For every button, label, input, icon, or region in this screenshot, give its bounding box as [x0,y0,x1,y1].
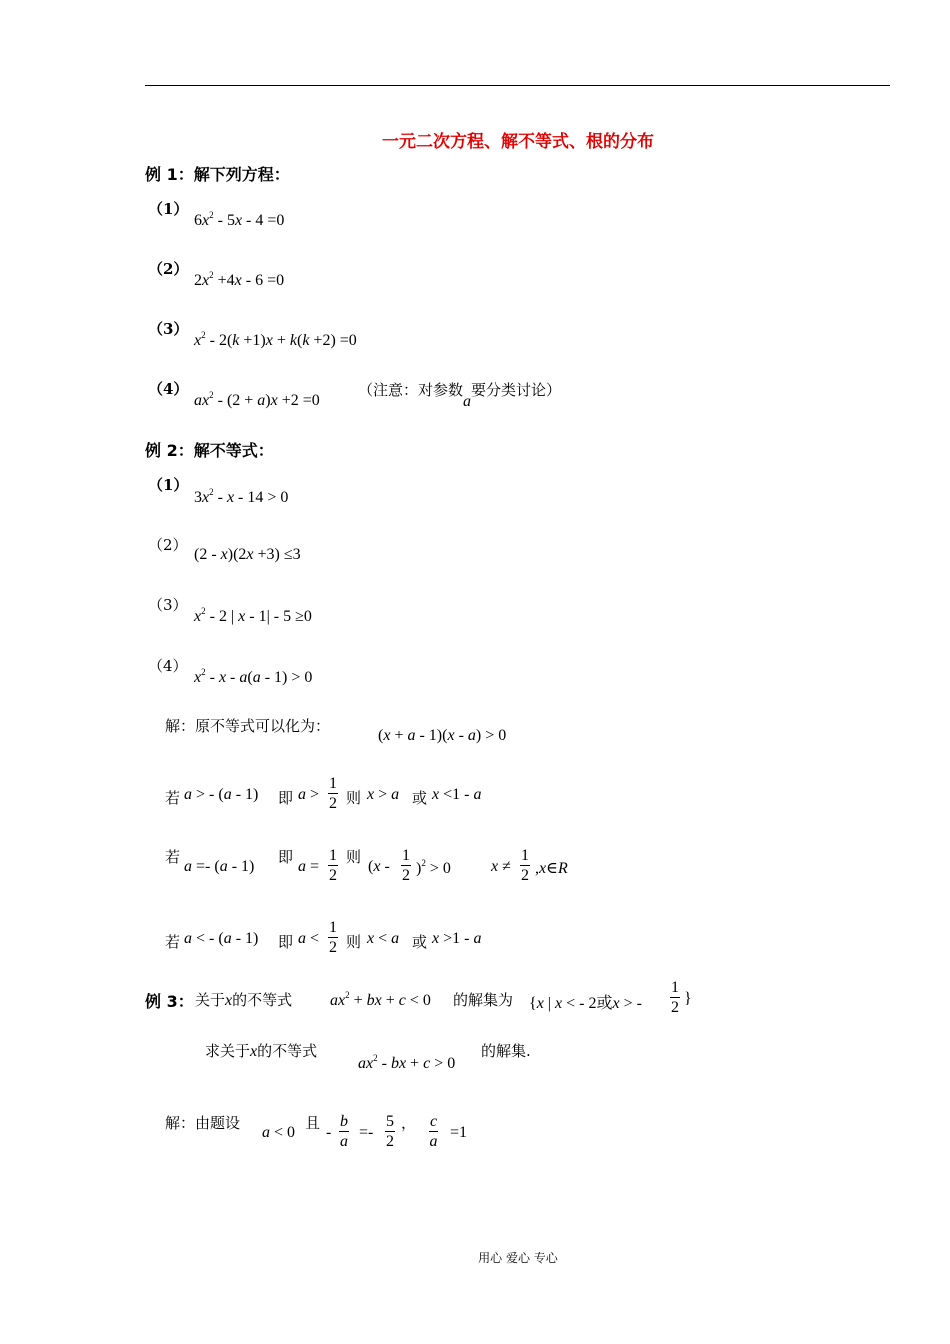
ex2-solution-factored: (x + a - 1)(x - a) > 0 [378,727,507,744]
ex2-solution-intro: 解：原不等式可以化为： [165,717,331,735]
case-2-result-tail: ,x∈R [535,860,568,877]
ex1-item-4-equation: $ax^2 - (2 + a)x +2 =0$ [194,390,320,409]
ex3-set-close: } [684,990,692,1007]
case-3-ji-expr: a < [298,930,320,947]
ex3-fraction-b-a: $\frac{b}{a}$ [340,1113,348,1150]
ex3-line1-text-a: 关于x的不等式 [195,991,293,1009]
case-1-result-2: x <1 - a [432,786,482,803]
ex1-item-3-number: （3） [148,320,189,338]
example-2-label: 例 2：解不等式： [145,441,274,460]
ex3-solution-minus: - [326,1124,332,1141]
case-2-expr-a: (x - [368,858,390,875]
ex3-solution-comma: ， [401,1114,417,1132]
case-3-ruo: 若 [165,933,181,951]
ex2-item-4-number: （4） [148,657,188,675]
ex3-fraction-5-2: $\frac{5}{2}$ [386,1113,394,1150]
header-rule [145,85,890,86]
case-3-condition: a < - (a - 1) [184,930,259,947]
ex1-item-4-note: （注意：对参数a要分类讨论） [358,381,562,410]
case-1-condition: a > - (a - 1) [184,786,259,803]
page-title: 一元二次方程、解不等式、根的分布 [382,132,654,152]
case-2-fraction-2: $\frac{1}{2}$ [402,847,410,884]
case-1-ruo: 若 [165,789,181,807]
case-1-fraction: $\frac{1}{2}$ [329,775,337,812]
ex3-solution-qie: 且 [305,1114,321,1132]
ex3-line2-inequality: $ax^2$ - bx + c > 0 [358,1053,456,1072]
case-2-result: x ≠ [491,858,511,875]
example-1-label: 例 1：解下列方程： [145,165,290,184]
case-3-result-1: x < a [367,930,400,947]
footer-slogan: 用心 爱心 专心 [478,1251,558,1265]
ex3-line2-text-c: 的解集. [481,1042,531,1060]
case-2-fraction-3: $\frac{1}{2}$ [521,847,529,884]
case-2-expr-b: )$^2$ > 0 [416,858,451,877]
case-1-huo: 或 [412,789,428,807]
ex1-item-2-number: （2） [148,260,189,278]
case-3-huo: 或 [412,933,428,951]
ex1-item-2-equation: $2x^2 +4x - 6 =0$ [194,270,285,289]
case-3-ji: 即 [278,933,294,951]
ex2-item-2-number: （2） [148,536,188,554]
case-3-ze: 则 [346,933,362,951]
case-1-ji-expr: a > [298,786,320,803]
case-3-result-2: x >1 - a [432,930,482,947]
case-2-ze: 则 [346,848,362,866]
case-1-ji: 即 [278,789,294,807]
ex3-solution-set: {x | x < - 2或x > - [529,995,642,1012]
ex2-item-3-inequality: $x^2 - 2$ | x - 1| - 5 ≥0 [194,606,312,625]
ex1-item-1-number: （1） [148,200,189,218]
ex1-item-1-equation: $6x^2 - 5x - 4 =0$ [194,210,285,229]
ex3-line1-inequality: $ax^2$ + bx + c < 0 [330,990,431,1009]
case-1-ze: 则 [346,789,362,807]
ex3-line2-text-a: 求关于x的不等式 [205,1042,318,1060]
example-3-label: 例 3： [145,992,194,1011]
ex2-item-2-inequality: (2 - x)(2x +3) ≤3 [194,546,301,563]
ex3-solution-cond: a < 0 [262,1124,296,1141]
ex2-item-1-inequality: $3x^2 - x - 14 > 0$ [194,487,289,506]
ex2-item-4-inequality: $x^2 - x - a(a - 1) > 0$ [194,667,313,686]
case-2-ruo: 若 [165,848,181,866]
ex3-line1-text-c: 的解集为 [453,991,514,1009]
ex3-solution-text: 解：由题设 [165,1114,241,1132]
case-2-ji-expr: a = [298,858,320,875]
case-1-result-1: x > a [367,786,400,803]
case-2-fraction: $\frac{1}{2}$ [329,847,337,884]
ex3-solution-eq: =- [359,1124,374,1141]
ex3-set-fraction: $\frac{1}{2}$ [671,979,679,1016]
ex3-fraction-c-a: $\frac{c}{a}$ [429,1113,438,1150]
case-2-condition: a =- (a - 1) [184,858,255,875]
case-3-fraction: $\frac{1}{2}$ [329,919,337,956]
ex1-item-4-number: （4） [148,380,189,398]
ex2-item-1-number: （1） [148,476,189,494]
ex3-solution-eq-2: =1 [450,1124,468,1141]
ex2-item-3-number: （3） [148,596,188,614]
ex1-item-3-equation: $x^2 - 2(k +1)x + k(k +2) =0$ [194,330,357,349]
case-2-ji: 即 [278,848,294,866]
